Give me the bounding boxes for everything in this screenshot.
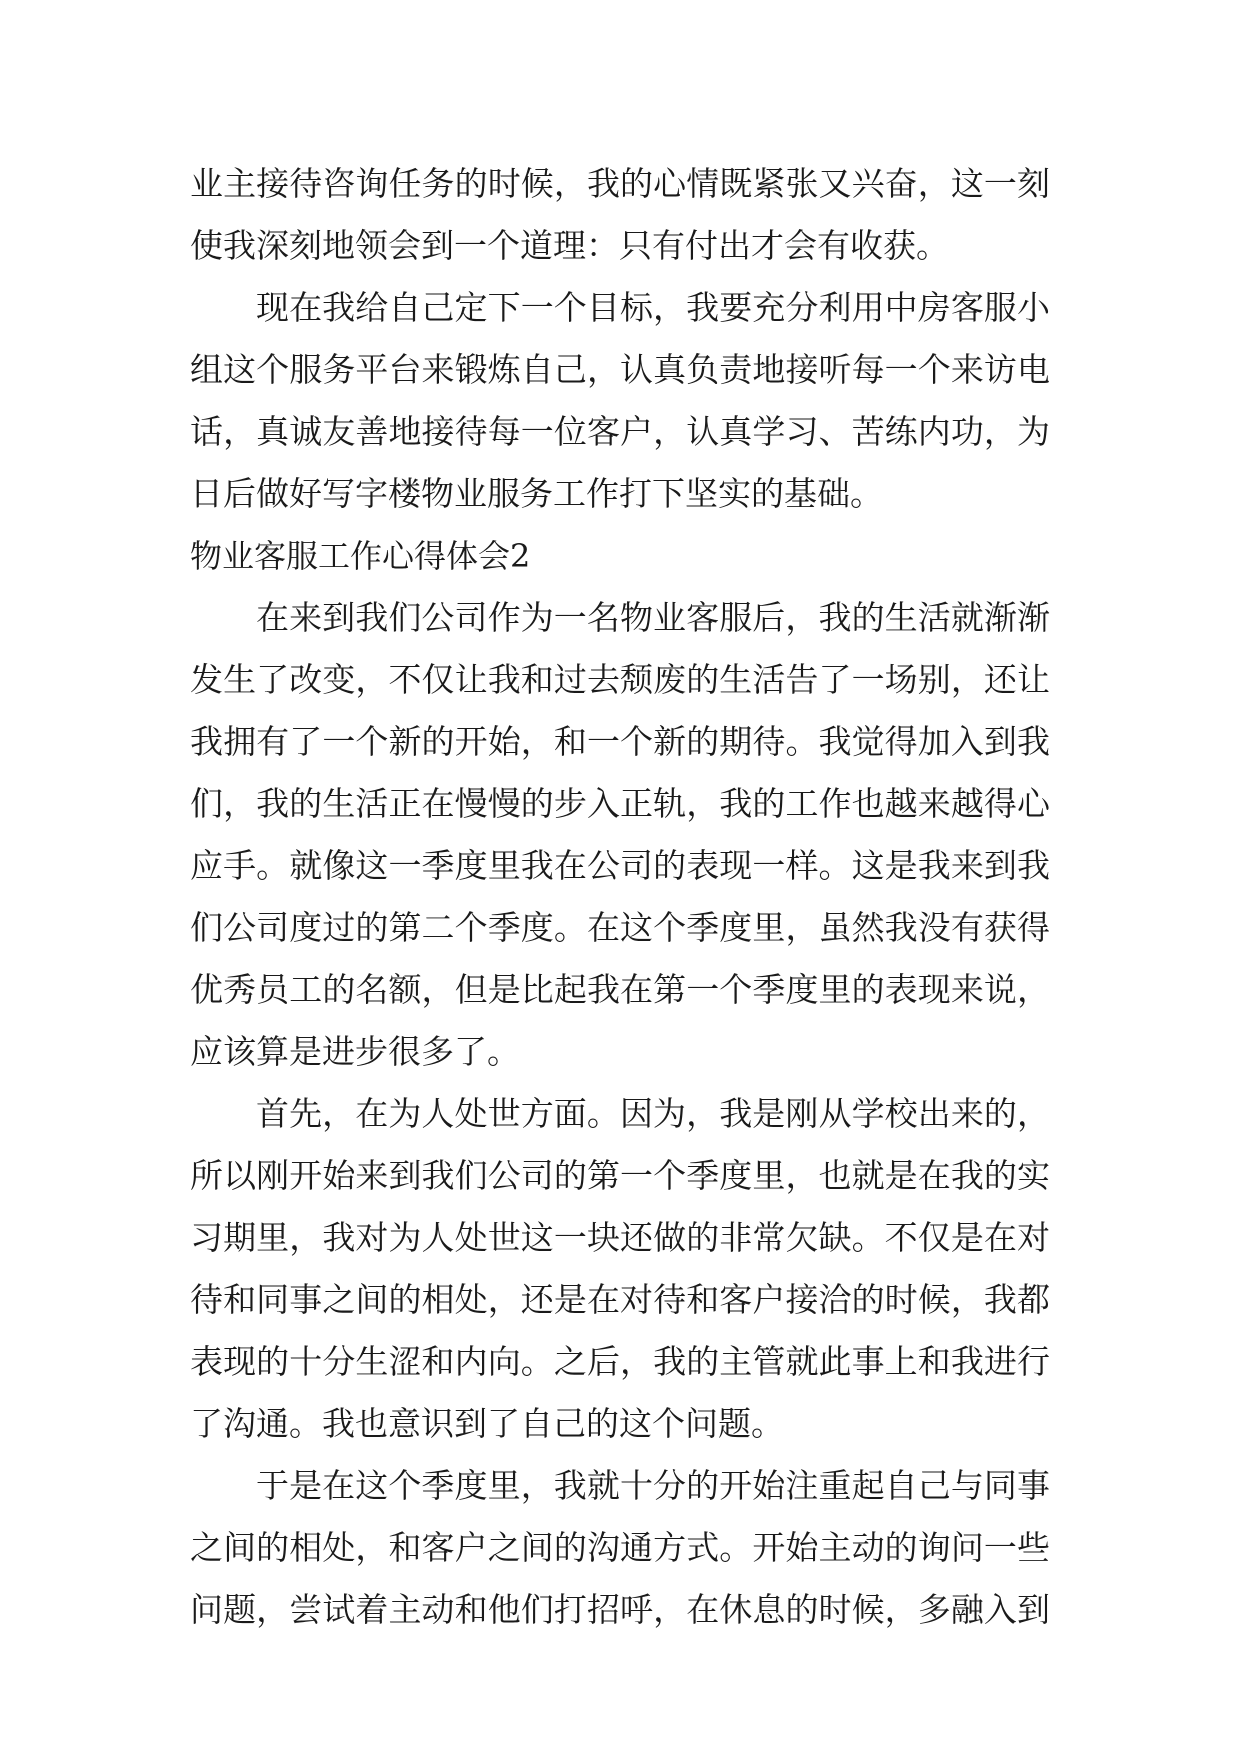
text-line: 了沟通。我也意识到了自己的这个问题。 xyxy=(190,1404,784,1443)
text-line: 问题，尝试着主动和他们打招呼，在休息的时候，多融入到 xyxy=(190,1590,1050,1629)
paragraph-first-line: 现在我给自己定下一个目标，我要充分利用中房客服小 xyxy=(256,288,1050,327)
text-line: 待和同事之间的相处，还是在对待和客户接洽的时候，我都 xyxy=(190,1280,1050,1319)
section-heading: 物业客服工作心得体会2 xyxy=(190,537,531,575)
text-line: 日后做好写字楼物业服务工作打下坚实的基础。 xyxy=(190,474,883,513)
text-line: 应该算是进步很多了。 xyxy=(190,1032,520,1071)
text-line: 习期里，我对为人处世这一块还做的非常欠缺。不仅是在对 xyxy=(190,1218,1050,1257)
text-line: 之间的相处，和客户之间的沟通方式。开始主动的询问一些 xyxy=(190,1528,1050,1567)
text-line: 发生了改变，不仅让我和过去颓废的生活告了一场别，还让 xyxy=(190,660,1050,699)
text-line: 使我深刻地领会到一个道理：只有付出才会有收获。 xyxy=(190,226,949,265)
text-line: 表现的十分生涩和内向。之后，我的主管就此事上和我进行 xyxy=(190,1342,1050,1381)
paragraph-first-line: 在来到我们公司作为一名物业客服后，我的生活就渐渐 xyxy=(256,598,1050,637)
paragraph-first-line: 首先，在为人处世方面。因为，我是刚从学校出来的， xyxy=(256,1094,1050,1133)
text-line: 我拥有了一个新的开始，和一个新的期待。我觉得加入到我 xyxy=(190,722,1050,761)
text-line: 业主接待咨询任务的时候，我的心情既紧张又兴奋，这一刻 xyxy=(190,164,1050,203)
text-line: 们，我的生活正在慢慢的步入正轨，我的工作也越来越得心 xyxy=(190,784,1050,823)
text-line: 所以刚开始来到我们公司的第一个季度里，也就是在我的实 xyxy=(190,1156,1050,1195)
text-line: 组这个服务平台来锻炼自己，认真负责地接听每一个来访电 xyxy=(190,350,1050,389)
text-line: 优秀员工的名额，但是比起我在第一个季度里的表现来说， xyxy=(190,970,1050,1009)
text-line: 应手。就像这一季度里我在公司的表现一样。这是我来到我 xyxy=(190,846,1050,885)
text-line: 们公司度过的第二个季度。在这个季度里，虽然我没有获得 xyxy=(190,908,1050,947)
paragraph-first-line: 于是在这个季度里，我就十分的开始注重起自己与同事 xyxy=(256,1466,1050,1505)
text-line: 话，真诚友善地接待每一位客户，认真学习、苦练内功，为 xyxy=(190,412,1050,451)
